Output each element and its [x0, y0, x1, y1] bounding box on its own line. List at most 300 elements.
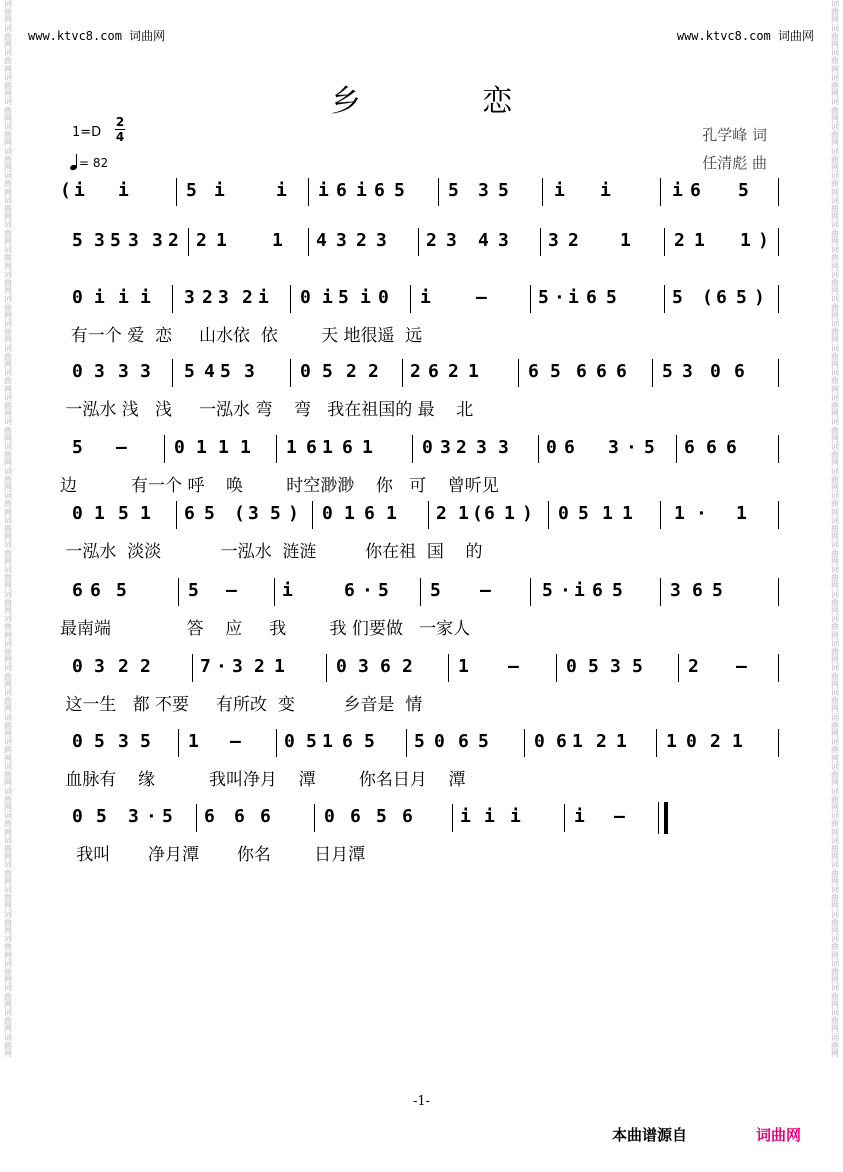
barline	[274, 578, 275, 606]
note: i	[510, 806, 521, 827]
note: 3	[232, 656, 243, 677]
note: ·	[554, 287, 565, 308]
note: 0	[72, 656, 83, 677]
score-row	[60, 806, 780, 866]
source-site: 词曲网	[756, 1126, 802, 1144]
note: 0	[336, 656, 347, 677]
note: 6	[260, 806, 271, 827]
note: 5	[72, 437, 83, 458]
note: 7	[200, 656, 211, 677]
note: 3	[376, 230, 387, 251]
note: 6	[734, 361, 745, 382]
note: 1	[94, 503, 105, 524]
note: 3	[128, 230, 139, 251]
note: ·	[560, 580, 571, 601]
note: i	[554, 180, 565, 201]
note: 5	[118, 503, 129, 524]
score-row	[60, 287, 780, 347]
note: 3	[682, 361, 693, 382]
note: 0	[558, 503, 569, 524]
note: 6	[342, 437, 353, 458]
note: )	[288, 503, 299, 524]
note: 5	[110, 230, 121, 251]
barline	[314, 804, 315, 832]
note: 1	[322, 437, 333, 458]
note: (	[60, 180, 71, 201]
note: ·	[146, 806, 157, 827]
page-number: -1-	[412, 1094, 431, 1109]
barline	[538, 435, 539, 463]
notes-line	[60, 731, 780, 761]
barline	[778, 729, 779, 757]
note: 5	[448, 180, 459, 201]
barline	[308, 228, 309, 256]
barline	[524, 729, 525, 757]
note: 5	[376, 806, 387, 827]
note: 3	[244, 361, 255, 382]
note: 0	[72, 287, 83, 308]
barline	[678, 654, 679, 682]
note: 1	[458, 503, 469, 524]
note: 0	[72, 361, 83, 382]
note: i	[672, 180, 683, 201]
note: 3	[94, 361, 105, 382]
note: 0	[710, 361, 721, 382]
note: 1	[622, 503, 633, 524]
note: 2	[242, 287, 253, 308]
quarter-note-icon	[70, 154, 77, 170]
note: 1	[216, 230, 227, 251]
note: i	[94, 287, 105, 308]
note: 2	[596, 731, 607, 752]
note: 5	[338, 287, 349, 308]
note: 6	[342, 731, 353, 752]
note: 2	[196, 230, 207, 251]
note: i	[74, 180, 85, 201]
time-sig-top: 2	[115, 115, 125, 129]
note: 6	[350, 806, 361, 827]
note: 5	[204, 503, 215, 524]
note: 3	[498, 230, 509, 251]
note: 6	[72, 580, 83, 601]
note: 3	[670, 580, 681, 601]
note: 5	[116, 580, 127, 601]
notes-line	[60, 580, 780, 610]
note: 3	[336, 230, 347, 251]
barline	[664, 228, 665, 256]
note: 5	[394, 180, 405, 201]
note: 2	[254, 656, 265, 677]
score-row	[60, 437, 780, 497]
note: 6	[374, 180, 385, 201]
note: i	[460, 806, 471, 827]
note: 4	[204, 361, 215, 382]
notes-line	[60, 287, 780, 317]
note: 6	[616, 361, 627, 382]
note: 5	[712, 580, 723, 601]
right-watermark-strip: 词曲网词曲网词曲网词曲网词曲网词曲网词曲网词曲网词曲网词曲网词曲网词曲网词曲网词曲网词曲网词曲网词曲网词曲网词曲网词曲网词曲网词曲网词曲网词曲网词曲网词曲网词曲网词曲网词曲网词曲网词曲网词曲网词曲网词曲网词曲网词曲网词曲网词曲网词曲网词曲网词曲网词曲网词曲网	[831, 0, 839, 1058]
note: 3	[440, 437, 451, 458]
score-row	[60, 503, 780, 563]
note: 2	[168, 230, 179, 251]
barline	[176, 501, 177, 529]
notes-line	[60, 656, 780, 686]
note: (	[234, 503, 245, 524]
lyrics-line: 我叫 净月潭 你名 日月潭	[60, 845, 366, 865]
note: 5	[498, 180, 509, 201]
note: 0	[284, 731, 295, 752]
note: 2	[402, 656, 413, 677]
note: 6	[528, 361, 539, 382]
note: ·	[696, 503, 707, 524]
composer-credit: 任清彪 曲	[702, 154, 767, 172]
note: 5	[162, 806, 173, 827]
note: 1	[272, 230, 283, 251]
note: 5	[364, 731, 375, 752]
note: 1	[362, 437, 373, 458]
barline	[312, 501, 313, 529]
note: 1	[188, 731, 199, 752]
note: 1	[140, 503, 151, 524]
note: 2	[202, 287, 213, 308]
note: 0	[324, 806, 335, 827]
notes-line	[60, 806, 780, 836]
note: 6	[586, 287, 597, 308]
note: 2	[674, 230, 685, 251]
note: i	[574, 806, 585, 827]
note: 6	[690, 180, 701, 201]
note: 5	[550, 361, 561, 382]
note: 0	[434, 731, 445, 752]
note: –	[116, 437, 127, 458]
note: 5	[738, 180, 749, 201]
barline	[290, 359, 291, 387]
score-row	[60, 230, 780, 290]
barline	[542, 178, 543, 206]
note: i	[322, 287, 333, 308]
note: 1	[504, 503, 515, 524]
note: 1	[286, 437, 297, 458]
note: 1	[616, 731, 627, 752]
note: 0	[686, 731, 697, 752]
notes-line	[60, 437, 780, 467]
source-label: 本曲谱源自	[612, 1126, 688, 1144]
note: 1	[572, 731, 583, 752]
song-title: 乡 恋	[330, 84, 569, 119]
note: 1	[468, 361, 479, 382]
score-row	[60, 361, 780, 421]
note: 3	[128, 806, 139, 827]
note: i	[574, 580, 585, 601]
note: 5	[72, 230, 83, 251]
note: 1	[274, 656, 285, 677]
note: 2	[140, 656, 151, 677]
note: 6	[716, 287, 727, 308]
notes-line	[60, 230, 780, 260]
note: i	[420, 287, 431, 308]
note: 2	[346, 361, 357, 382]
barline	[778, 501, 779, 529]
note: 6	[556, 731, 567, 752]
note: 5	[186, 180, 197, 201]
lyrics-line: 这一生 都 不要 有所改 变 乡音是 情	[60, 695, 423, 715]
barline	[172, 285, 173, 313]
note: 2	[448, 361, 459, 382]
note: 1	[386, 503, 397, 524]
note: 2	[436, 503, 447, 524]
note: 3	[152, 230, 163, 251]
notes-line	[60, 503, 780, 533]
note: 2	[710, 731, 721, 752]
lyrics-line: 一泓水 淡淡 一泓水 涟涟 你在祖 国 的	[60, 542, 483, 562]
note: 5	[736, 287, 747, 308]
barline	[778, 435, 779, 463]
note: i	[568, 287, 579, 308]
note: –	[614, 806, 625, 827]
note: 5	[538, 287, 549, 308]
barline	[778, 285, 779, 313]
lyricist-credit: 孔学峰 词	[702, 126, 767, 144]
barline	[420, 578, 421, 606]
note: i	[318, 180, 329, 201]
note: 1	[736, 503, 747, 524]
note: 5	[578, 503, 589, 524]
note: 1	[674, 503, 685, 524]
note: 2	[118, 656, 129, 677]
note: (	[702, 287, 713, 308]
note: 1	[620, 230, 631, 251]
key-signature: 1=D	[72, 125, 102, 140]
barline	[652, 359, 653, 387]
note: 2	[568, 230, 579, 251]
note: i	[140, 287, 151, 308]
note: 3	[218, 287, 229, 308]
note: 1	[196, 437, 207, 458]
lyrics-line: 最南端 答 应 我 我 们要做 一家人	[60, 619, 471, 639]
final-barline	[664, 802, 668, 834]
barline	[428, 501, 429, 529]
note: 5	[662, 361, 673, 382]
barline	[308, 178, 309, 206]
note: 6	[364, 503, 375, 524]
score-row	[60, 656, 780, 716]
barline	[326, 654, 327, 682]
note: 2	[688, 656, 699, 677]
note: 0	[300, 361, 311, 382]
note: –	[476, 287, 487, 308]
barline	[660, 501, 661, 529]
time-signature	[115, 116, 125, 143]
note: 3	[94, 230, 105, 251]
note: 5	[430, 580, 441, 601]
barline	[778, 654, 779, 682]
note: –	[736, 656, 747, 677]
note: 6	[706, 437, 717, 458]
note: 5	[140, 731, 151, 752]
note: 6	[726, 437, 737, 458]
note: 0	[546, 437, 557, 458]
note: 6	[336, 180, 347, 201]
note: 5	[188, 580, 199, 601]
barline	[188, 228, 189, 256]
note: i	[258, 287, 269, 308]
note: 2	[456, 437, 467, 458]
note: 1	[666, 731, 677, 752]
barline	[178, 578, 179, 606]
barline	[196, 804, 197, 832]
barline	[530, 578, 531, 606]
note: 5	[588, 656, 599, 677]
note: 3	[140, 361, 151, 382]
note: 3	[358, 656, 369, 677]
barline	[406, 729, 407, 757]
note: 5	[606, 287, 617, 308]
barline	[192, 654, 193, 682]
note: 3	[548, 230, 559, 251]
note: –	[480, 580, 491, 601]
note: 5	[612, 580, 623, 601]
barline	[660, 178, 661, 206]
note: 0	[72, 731, 83, 752]
note: 6	[204, 806, 215, 827]
note: i	[600, 180, 611, 201]
barline	[418, 228, 419, 256]
note: 6	[344, 580, 355, 601]
final-thin-barline	[658, 802, 659, 834]
note: ·	[626, 437, 637, 458]
note: 3	[94, 656, 105, 677]
note: 0	[174, 437, 185, 458]
score-row	[60, 580, 780, 640]
note: 6	[380, 656, 391, 677]
barline	[530, 285, 531, 313]
barline	[178, 729, 179, 757]
barline	[452, 804, 453, 832]
note: –	[226, 580, 237, 601]
note: 5	[96, 806, 107, 827]
note: i	[118, 180, 129, 201]
barline	[778, 578, 779, 606]
barline	[564, 804, 565, 832]
note: 3	[608, 437, 619, 458]
note: 5	[414, 731, 425, 752]
note: )	[522, 503, 533, 524]
note: 6	[484, 503, 495, 524]
note: 6	[684, 437, 695, 458]
barline	[402, 359, 403, 387]
note: 6	[596, 361, 607, 382]
note: )	[754, 287, 765, 308]
note: 5	[306, 731, 317, 752]
note: 6	[592, 580, 603, 601]
note: 6	[692, 580, 703, 601]
note: i	[118, 287, 129, 308]
lyrics-line: 有一个 爱 恋 山水依 依 天 地很遥 远	[60, 326, 423, 346]
note: 2	[426, 230, 437, 251]
barline	[176, 178, 177, 206]
note: 1	[240, 437, 251, 458]
note: 0	[72, 503, 83, 524]
tempo-marking	[70, 154, 108, 170]
note: 5	[672, 287, 683, 308]
barline	[518, 359, 519, 387]
note: 6	[428, 361, 439, 382]
note: 5	[478, 731, 489, 752]
lyrics-line: 血脉有 缘 我叫净月 潭 你名日月 潭	[60, 770, 466, 790]
note: 2	[368, 361, 379, 382]
time-sig-bottom: 4	[115, 130, 125, 144]
note: ·	[216, 656, 227, 677]
note: i	[484, 806, 495, 827]
note: 0	[300, 287, 311, 308]
note: 1	[458, 656, 469, 677]
barline	[656, 729, 657, 757]
barline	[276, 435, 277, 463]
note: 3	[118, 361, 129, 382]
note: 1	[344, 503, 355, 524]
barline	[412, 435, 413, 463]
note: 3	[478, 180, 489, 201]
note: 3	[118, 731, 129, 752]
note: 0	[72, 806, 83, 827]
note: 5	[322, 361, 333, 382]
note: (	[472, 503, 483, 524]
barline	[548, 501, 549, 529]
site-watermark-right: www.ktvc8.com 词曲网	[676, 29, 814, 43]
barline	[664, 285, 665, 313]
barline	[410, 285, 411, 313]
note: 1	[322, 731, 333, 752]
note: 2	[410, 361, 421, 382]
barline	[778, 228, 779, 256]
note: 6	[458, 731, 469, 752]
note: 5	[184, 361, 195, 382]
note: 5	[644, 437, 655, 458]
site-watermark-left: www.ktvc8.com 词曲网	[28, 29, 166, 43]
note: 3	[498, 437, 509, 458]
note: 6	[306, 437, 317, 458]
lyrics-line: 一泓水 浅 浅 一泓水 弯 弯 我在祖国的 最 北	[60, 400, 474, 420]
notes-line	[60, 180, 780, 210]
note: 3	[446, 230, 457, 251]
note: 5	[220, 361, 231, 382]
note: 6	[234, 806, 245, 827]
note: –	[508, 656, 519, 677]
note: 2	[356, 230, 367, 251]
note: –	[230, 731, 241, 752]
barline	[676, 435, 677, 463]
note: 0	[566, 656, 577, 677]
left-watermark-strip: 词曲网词曲网词曲网词曲网词曲网词曲网词曲网词曲网词曲网词曲网词曲网词曲网词曲网词曲网词曲网词曲网词曲网词曲网词曲网词曲网词曲网词曲网词曲网词曲网词曲网词曲网词曲网词曲网词曲网词曲网词曲网词曲网词曲网词曲网词曲网词曲网词曲网词曲网词曲网词曲网词曲网词曲网词曲网	[4, 0, 12, 1058]
note: 1	[602, 503, 613, 524]
note: 5	[378, 580, 389, 601]
note: i	[214, 180, 225, 201]
barline	[438, 178, 439, 206]
note: i	[276, 180, 287, 201]
note: 3	[610, 656, 621, 677]
note: 4	[478, 230, 489, 251]
note: 3	[248, 503, 259, 524]
note: 3	[184, 287, 195, 308]
note: 1	[218, 437, 229, 458]
note: 6	[90, 580, 101, 601]
note: 0	[534, 731, 545, 752]
barline	[778, 359, 779, 387]
barline	[164, 435, 165, 463]
note: 4	[316, 230, 327, 251]
tempo-value: = 82	[79, 156, 109, 170]
barline	[778, 178, 779, 206]
